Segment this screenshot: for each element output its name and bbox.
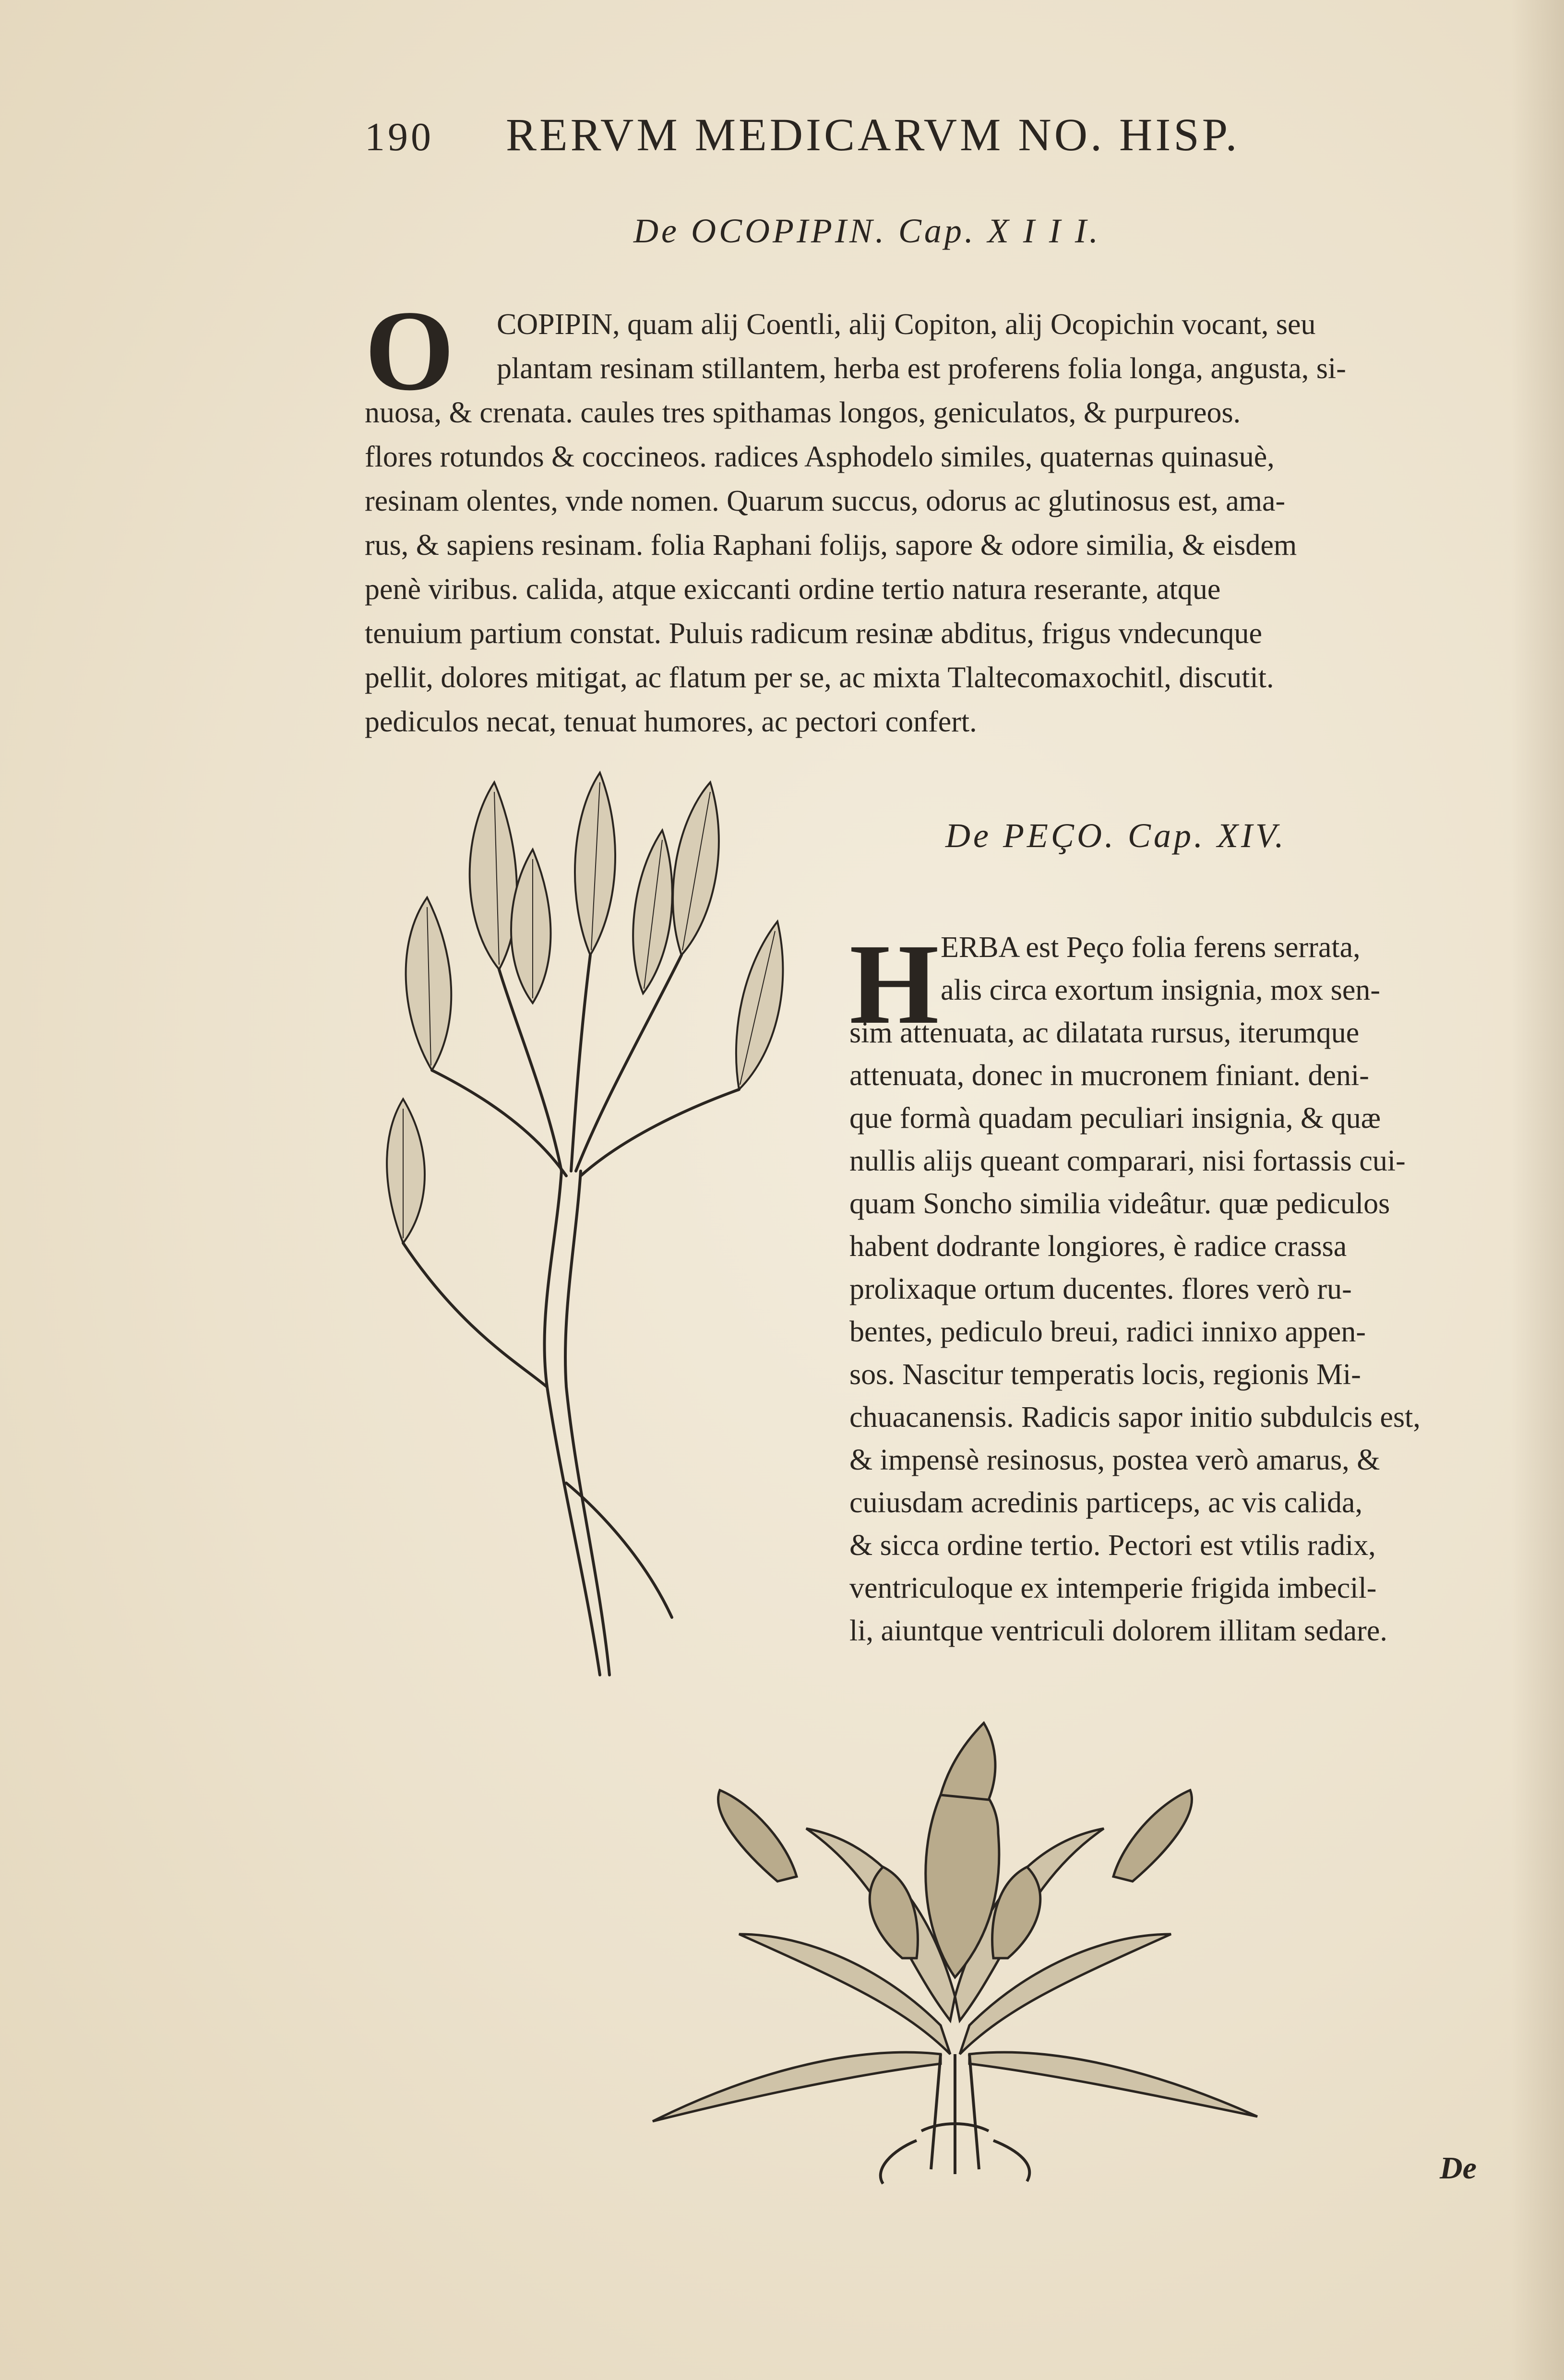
text-line: que formà quadam peculiari insignia, & quæ: [849, 1102, 1381, 1135]
text-line: penè viribus. calida, atque exiccanti ordine tertio natura reserante, atque: [365, 573, 1221, 606]
flower-woodcut: [633, 1709, 1267, 2189]
text-line: flores rotundos & coccineos. radices Asphodelo similes, quaternas quinasuè,: [365, 441, 1275, 473]
drop-cap-o: O: [365, 287, 454, 414]
text-line: ventriculoque ex intemperie frigida imbecil-: [849, 1572, 1377, 1604]
text-line: & sicca ordine tertio. Pectori est vtilis radix,: [849, 1529, 1376, 1562]
text-line: sos. Nascitur temperatis locis, regionis Mi-: [849, 1358, 1361, 1391]
text-line: nuosa, & crenata. caules tres spithamas longos, geniculatos, & purpureos.: [365, 396, 1241, 429]
text-line: rus, & sapiens resinam. folia Raphani folijs, sapore & odore similia, & eisdem: [365, 529, 1297, 562]
text-line: COPIPIN, quam alij Coentli, alij Copiton, alij Ocopichin vocant, seu: [497, 308, 1316, 341]
text-line: tenuium partium constat. Puluis radicum resinæ abditus, frigus vndecunque: [365, 617, 1263, 650]
peco-plant-woodcut: [374, 763, 797, 1685]
text-line: ERBA est Peço folia ferens serrata,: [941, 931, 1361, 964]
catchword: De: [1440, 2151, 1477, 2186]
text-line: bentes, pediculo breui, radici innixo appen-: [849, 1316, 1366, 1348]
text-line: cuiusdam acredinis particeps, ac vis calida,: [849, 1486, 1363, 1519]
text-line: resinam olentes, vnde nomen. Quarum succus, odorus ac glutinosus est, ama-: [365, 485, 1286, 517]
drop-cap-h: H: [849, 920, 939, 1048]
chapter-13-title: De OCOPIPIN. Cap. X I I I.: [633, 212, 1101, 250]
chapter-14-body: [849, 920, 1531, 1652]
page-number: 190: [365, 115, 434, 159]
running-title: RERVM MEDICARVM NO. HISP.: [506, 109, 1240, 160]
text-line: nullis alijs queant comparari, nisi fortassis cui-: [849, 1145, 1406, 1177]
text-line: chuacanensis. Radicis sapor initio subdulcis est,: [849, 1401, 1421, 1434]
text-line: pellit, dolores mitigat, ac flatum per se, ac mixta Tlaltecomaxochitl, discutit.: [365, 661, 1274, 694]
text-line: habent dodrante longiores, è radice crassa: [849, 1230, 1347, 1263]
running-head: [365, 108, 1401, 166]
text-line: prolixaque ortum ducentes. flores verò ru-: [849, 1273, 1352, 1305]
text-line: li, aiuntque ventriculi dolorem illitam sedare.: [849, 1615, 1387, 1647]
text-line: plantam resinam stillantem, herba est proferens folia longa, angusta, si-: [497, 352, 1346, 385]
text-line: pediculos necat, tenuat humores, ac pectori confert.: [365, 706, 977, 738]
text-line: & impensè resinosus, postea verò amarus, &: [849, 1444, 1380, 1476]
chapter-14-title: De PEÇO. Cap. XIV.: [945, 816, 1287, 855]
text-line: alis circa exortum insignia, mox sen-: [941, 974, 1380, 1006]
text-line: quam Soncho similia videâtur. quæ pediculos: [849, 1187, 1390, 1220]
chapter-13-body: [365, 302, 1526, 744]
text-line: sim attenuata, ac dilatata rursus, iterumque: [849, 1017, 1360, 1049]
text-line: attenuata, donec in mucronem finiant. deni-: [849, 1059, 1369, 1092]
